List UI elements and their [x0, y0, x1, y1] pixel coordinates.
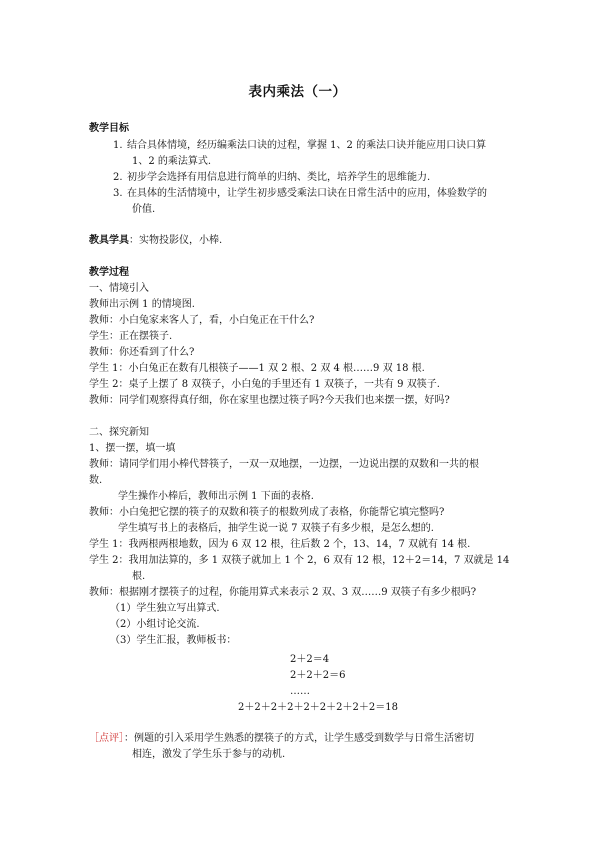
- dialogue-line: 教师：小白兔把它摆的筷子的双数和筷子的根数列成了表格，你能帮它填完整吗?: [89, 507, 445, 518]
- operation-note: 学生填写书上的表格后，抽学生说一说 7 双筷子有多少根，是怎么想的.: [118, 523, 434, 534]
- objective-1-number: 1.: [113, 140, 123, 151]
- comment-tag: ［点评］: [89, 733, 124, 744]
- step-item: （1）学生独立写出算式.: [110, 603, 220, 614]
- dialogue-line: 教师：同学们观察得真仔细，你在家里也摆过筷子吗?今天我们也来摆一摆，好吗?: [89, 395, 450, 406]
- dialogue-line: 学生 1：小白兔正在数有几根筷子——1 双 2 根、2 双 4 根……9 双 18 根.: [89, 363, 425, 374]
- objective-3-text: 在具体的生活情境中，让学生初步感受乘法口诀在日常生活中的应用，体验数学的: [127, 188, 487, 199]
- comment-line: [89, 733, 474, 745]
- objective-3-number: 3.: [113, 188, 123, 199]
- dialogue-line: 学生 2：我用加法算的，多 1 双筷子就加上 1 个 2，6 双有 12 根，12＋2＝14，7 双就是 14: [89, 555, 510, 566]
- objective-1-text-cont: 1、2 的乘法算式.: [132, 156, 212, 167]
- board-ellipsis: ……: [290, 686, 310, 697]
- objective-3-text-cont: 价值.: [132, 204, 156, 215]
- dialogue-line-cont: 根.: [132, 571, 146, 582]
- operation-note: 学生操作小棒后，教师出示例 1 下面的表格.: [118, 491, 314, 502]
- step-item: （3）学生汇报，教师板书：: [110, 635, 237, 646]
- dialogue-line: 学生 2：桌子上摆了 8 双筷子，小白兔的手里还有 1 双筷子，一共有 9 双筷子.: [89, 379, 440, 390]
- dialogue-line: 学生 1：我两根两根地数，因为 6 双 12 根，往后数 2 个，13、14，7 双就有 14 根.: [89, 539, 471, 550]
- dialogue-line-cont: 数.: [89, 475, 103, 486]
- dialogue-line: 学生：正在摆筷子.: [89, 331, 173, 342]
- materials-text: ：实物投影仪，小棒.: [129, 235, 223, 246]
- objectives-heading: 教学目标: [89, 123, 129, 134]
- subsection-title: 1、摆一摆，填一填: [89, 443, 176, 454]
- board-equation: 2＋2＝4: [290, 654, 330, 665]
- section1-title: 一、情境引入: [89, 283, 149, 294]
- materials-label: 教具学具: [89, 235, 129, 246]
- board-equation: 2＋2＋2＋2＋2＋2＋2＋2＋2＝18: [238, 702, 398, 713]
- step-item: （2）小组讨论交流.: [110, 619, 200, 630]
- section2-title: 二、探究新知: [89, 427, 149, 438]
- objective-2-text: 初步学会选择有用信息进行简单的归纳、类比，培养学生的思维能力.: [127, 172, 431, 183]
- dialogue-line: 教师：根据刚才摆筷子的过程，你能用算式来表示 2 双、3 双……9 双筷子有多少根吗?: [89, 587, 477, 598]
- comment-text-cont: 相连，激发了学生乐于参与的动机.: [132, 749, 286, 760]
- dialogue-line: 教师：小白兔家来客人了，看，小白兔正在干什么?: [89, 315, 315, 326]
- dialogue-line: 教师出示例 1 的情境图.: [89, 299, 195, 310]
- board-equation: 2＋2＋2＝6: [290, 670, 346, 681]
- dialogue-line: 教师：你还看到了什么?: [89, 347, 195, 358]
- page-title: 表内乘法（一）: [248, 84, 347, 100]
- objective-1-text: 结合具体情境，经历编乘法口诀的过程，掌握 1、2 的乘法口诀并能应用口诀口算: [127, 140, 487, 151]
- process-heading: 教学过程: [89, 267, 129, 278]
- objective-2-number: 2.: [113, 172, 123, 183]
- comment-text: ：例题的引入采用学生熟悉的摆筷子的方式，让学生感受到数学与日常生活密切: [124, 733, 474, 744]
- dialogue-line: 教师：请同学们用小棒代替筷子，一双一双地摆，一边摆，一边说出摆的双数和一共的根: [89, 459, 479, 470]
- materials-line: [89, 235, 222, 247]
